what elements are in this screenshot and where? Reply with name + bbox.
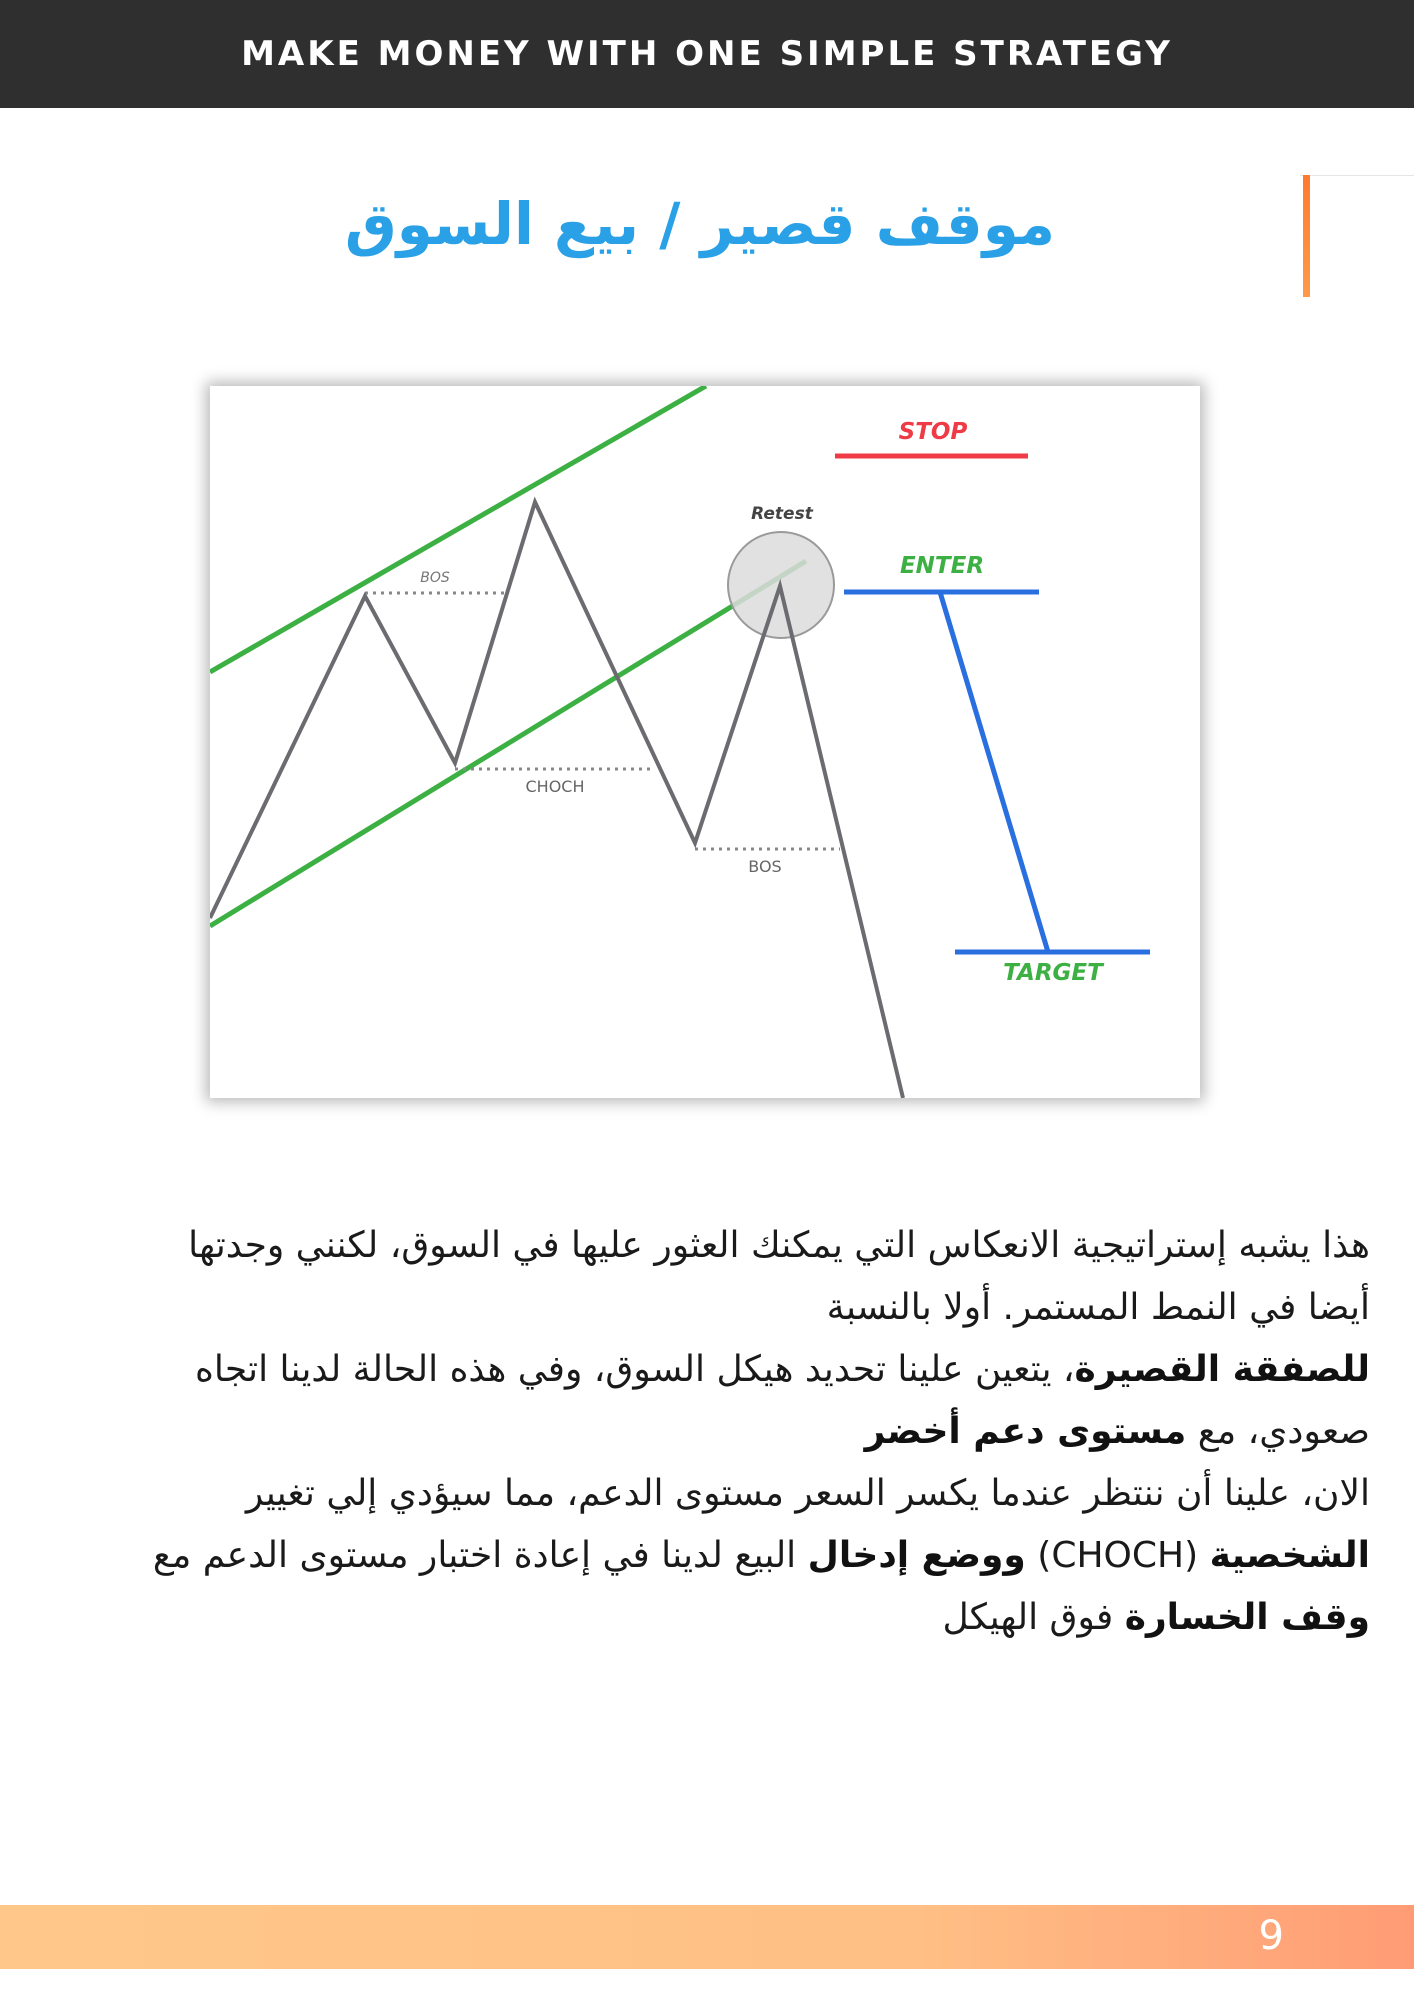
body-text-run: فوق الهيكل bbox=[942, 1597, 1125, 1638]
stop-label: STOP bbox=[898, 419, 968, 445]
enter-label: ENTER bbox=[899, 553, 985, 579]
body-paragraph-2 bbox=[120, 1339, 1370, 1463]
retest-label: Retest bbox=[751, 504, 813, 524]
page-number: 9 bbox=[1258, 1913, 1284, 1959]
header-title: MAKE MONEY WITH ONE SIMPLE STRATEGY bbox=[241, 34, 1173, 74]
corner-decoration bbox=[1300, 175, 1414, 298]
bold-stop-loss: وقف الخسارة bbox=[1124, 1597, 1370, 1638]
bold-short-trade: للصفقة القصيرة bbox=[1074, 1349, 1370, 1390]
bold-character: الشخصية bbox=[1209, 1535, 1370, 1576]
body-text-run: البيع لدينا في إعادة اختبار مستوى الدعم مع bbox=[152, 1535, 808, 1576]
header-bar bbox=[0, 0, 1414, 108]
body-text-run: الان، علينا أن ننتظر عندما يكسر السعر مستوى الدعم، مما سيؤدي إلي تغيير bbox=[245, 1473, 1370, 1514]
body-text-run: (CHOCH) bbox=[1025, 1535, 1210, 1576]
body-text-run: ، يتعين علينا تحديد هيكل السوق، وفي هذه الحالة لدينا اتجاه صعودي، مع bbox=[194, 1349, 1370, 1452]
lower-channel-line bbox=[210, 561, 806, 926]
footer-bar bbox=[0, 1905, 1414, 1969]
bold-entry: ووضع إدخال bbox=[807, 1535, 1026, 1576]
body-paragraph-1: هذا يشبه إستراتيجية الانعكاس التي يمكنك العثور عليها في السوق، لكنني وجدتها أيضا في النمط المستمر. أولا بالنسبة bbox=[188, 1225, 1370, 1328]
upper-channel-line bbox=[210, 386, 706, 672]
strategy-diagram bbox=[210, 386, 1200, 1098]
bos-bottom-label: BOS bbox=[748, 857, 782, 876]
bold-green-support: مستوى دعم أخضر bbox=[864, 1411, 1187, 1452]
body-text bbox=[120, 1215, 1370, 1649]
body-paragraph-3 bbox=[120, 1463, 1370, 1649]
page-title: موقف قصير / بيع السوق bbox=[344, 190, 1056, 258]
trade-move-line bbox=[940, 592, 1048, 952]
target-label: TARGET bbox=[1003, 960, 1103, 986]
corner-accent-bar bbox=[1303, 175, 1310, 297]
strategy-diagram-svg bbox=[210, 386, 1200, 1098]
bos-top-label: BOS bbox=[420, 570, 450, 586]
choch-label: CHOCH bbox=[525, 777, 585, 796]
